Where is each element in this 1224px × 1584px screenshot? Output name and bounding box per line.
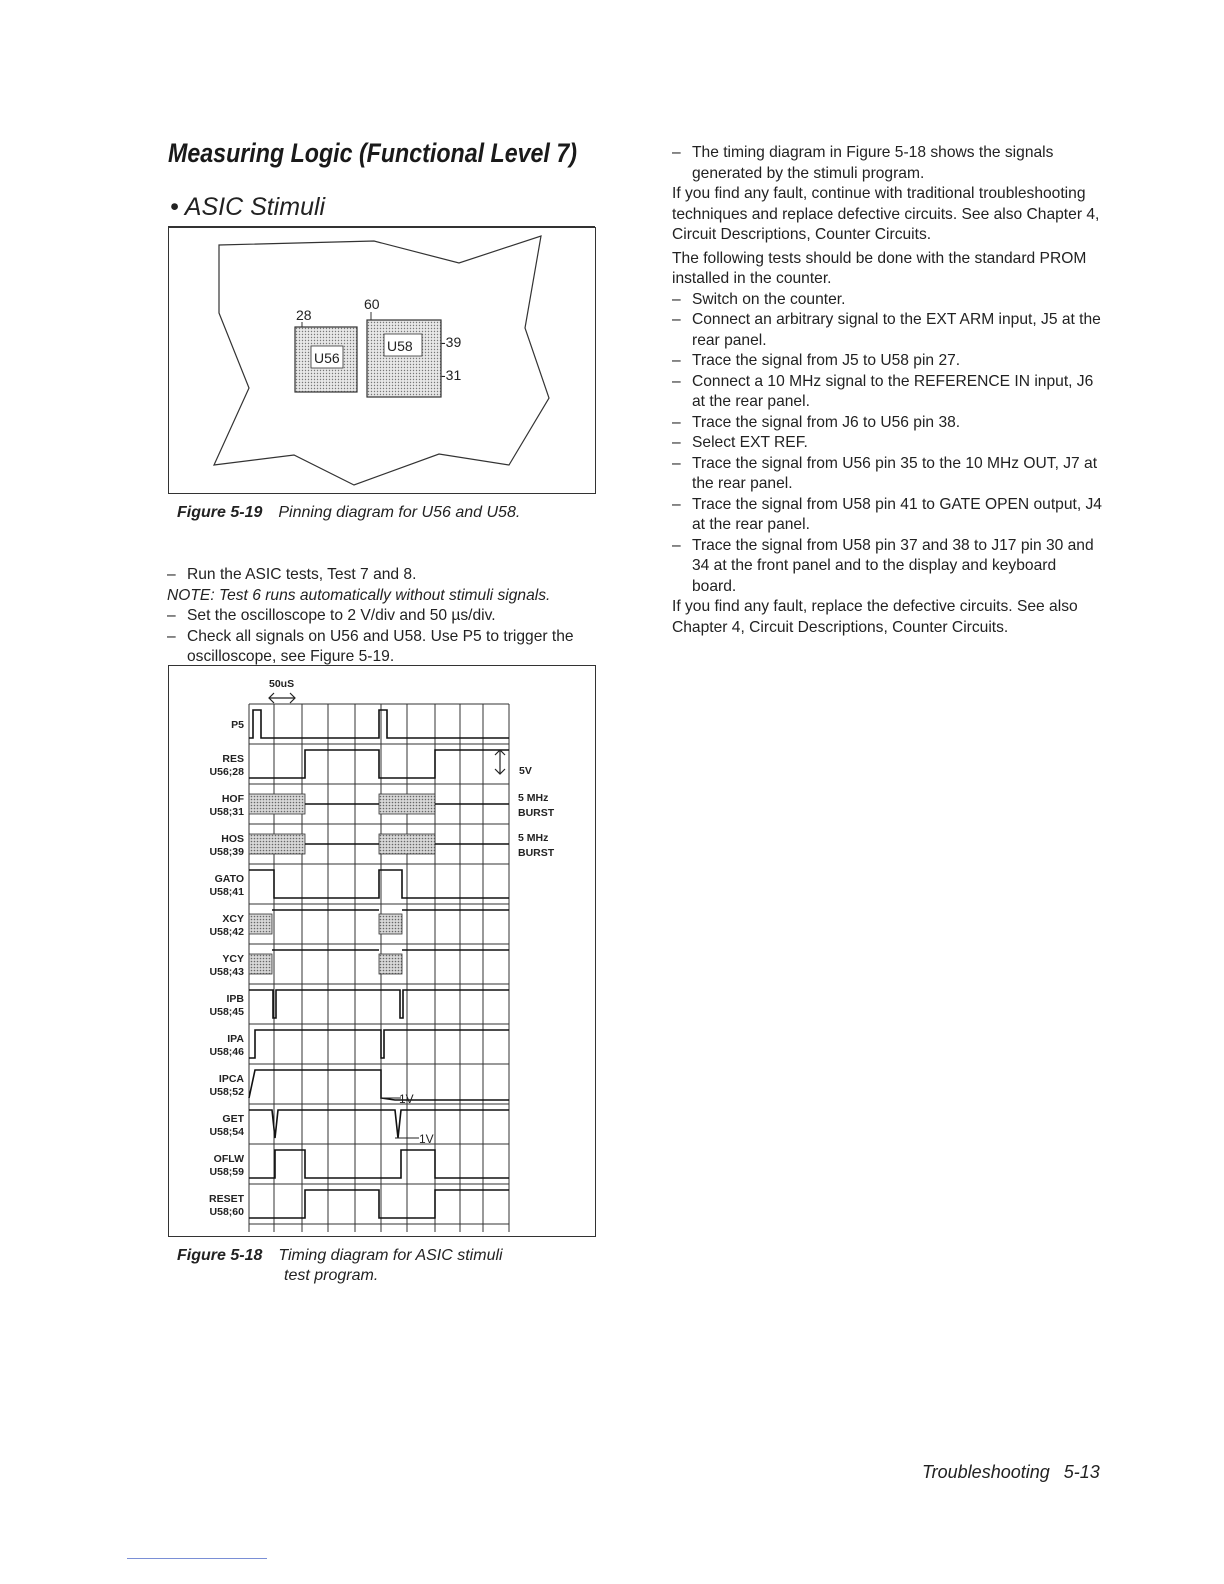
figure-18-text-1: Timing diagram for ASIC stimuli: [278, 1247, 503, 1264]
chip-u56-label: U56: [314, 350, 340, 366]
5v-arrow-icon: [495, 750, 505, 774]
list-item: – Run the ASIC tests, Test 7 and 8.: [167, 566, 417, 583]
annotation-burst-1: BURST: [518, 807, 555, 819]
paragraph: If you find any fault, continue with traditional troubleshooting techniques and replace defective circuits. See also Chapter 4, Circuit Descriptions, Counter Circuits.: [672, 185, 1100, 243]
annotation-5v: 5V: [519, 765, 532, 777]
bottom-rule: [127, 1558, 267, 1559]
test-note: NOTE: Test 6 runs automatically without stimuli signals.: [167, 586, 551, 604]
pinning-diagram: [168, 227, 596, 494]
signal-name: IPCA: [218, 1073, 244, 1085]
figure-19-number: Figure 5-19: [177, 504, 263, 521]
list-item: – Set the oscilloscope to 2 V/div and 50 µs/div.: [167, 607, 496, 624]
signal-pin: U58;31: [209, 806, 244, 818]
signal-name: HOS: [221, 833, 244, 845]
list-item: – Connect an arbitrary signal to the EXT ARM input, J5 at the rear panel.: [672, 311, 1101, 349]
figure-19-text: Pinning diagram for U56 and U58.: [278, 504, 521, 521]
pin-39: -39: [441, 334, 462, 350]
annotation-1v-b: 1V: [419, 1132, 434, 1146]
signal-name: OFLW: [213, 1153, 244, 1165]
signal-name: IPA: [227, 1033, 244, 1045]
scale-arrow-icon: [269, 693, 295, 703]
list-item: – Trace the signal from J6 to U56 pin 38.: [672, 413, 961, 431]
signal-name: RES: [222, 753, 244, 765]
list-item: – Switch on the counter.: [672, 290, 846, 308]
pin-28: 28: [296, 307, 312, 323]
chip-u58: [367, 320, 441, 397]
section-title: Measuring Logic (Functional Level 7): [168, 138, 577, 168]
list-item: – Trace the signal from U56 pin 35 to the 10 MHz OUT, J7 at the rear panel.: [672, 454, 1098, 492]
signal-name: HOF: [221, 793, 244, 805]
signal-pin: U58;43: [209, 966, 244, 978]
pin-31: -31: [441, 367, 462, 383]
right-instructions: [672, 143, 1104, 638]
signal-name: IPB: [226, 993, 244, 1005]
annotation-burst-2: BURST: [518, 847, 555, 859]
signal-name: GATO: [214, 873, 244, 885]
list-item: – Trace the signal from J5 to U58 pin 27.: [672, 352, 961, 369]
annotation-5mhz-1: 5 MHz: [518, 792, 549, 804]
signal-name: XCY: [222, 913, 244, 925]
signal-pin: U58;59: [209, 1166, 244, 1178]
signal-pin: U56;28: [209, 766, 244, 778]
annotation-1v-a: 1V: [399, 1092, 414, 1106]
timing-diagram: [168, 665, 596, 1237]
paragraph: The following tests should be done with the standard PROM installed in the counter.: [672, 249, 1087, 287]
signal-pin: U58;45: [209, 1006, 244, 1018]
list-item: – Trace the signal from U58 pin 37 and 38 to J17 pin 30 and 34 at the front panel and to the display and keyboard board.: [672, 536, 1094, 595]
figure-18-caption-2: test program.: [284, 1267, 379, 1284]
chip-u58-label: U58: [387, 338, 413, 354]
subsection-title: • ASIC Stimuli: [170, 193, 326, 221]
paragraph: If you find any fault, replace the defective circuits. See also Chapter 4, Circuit Descriptions, Counter Circuits.: [672, 598, 1078, 636]
page-footer: [922, 1462, 1100, 1483]
list-item: – The timing diagram in Figure 5-18 shows the signals generated by the stimuli program.: [672, 144, 1054, 182]
figure-18-caption: [177, 1247, 503, 1265]
signal-pin: U58;39: [209, 846, 244, 858]
signal-pin: U58;46: [209, 1046, 244, 1058]
signal-pin: U58;52: [209, 1086, 244, 1098]
signal-pin: U58;42: [209, 926, 244, 938]
list-item: – Trace the signal from U58 pin 41 to GATE OPEN output, J4 at the rear panel.: [672, 495, 1102, 533]
signal-name: YCY: [222, 953, 244, 965]
signal-pin: U58;60: [209, 1206, 244, 1218]
left-instructions: [167, 565, 597, 668]
list-item: – Check all signals on U56 and U58. Use P5 to trigger the oscilloscope, see Figure 5-19.: [167, 627, 574, 665]
signal-name: GET: [222, 1113, 244, 1125]
signal-pin: U58;54: [209, 1126, 244, 1138]
scale-label: 50uS: [269, 678, 295, 690]
signal-pin: U58;41: [209, 886, 244, 898]
pin-60: 60: [364, 296, 380, 312]
figure-18-number: Figure 5-18: [177, 1247, 263, 1264]
figure-19-caption: [177, 504, 520, 522]
footer-section: Troubleshooting: [922, 1462, 1050, 1482]
signal-name: P5: [231, 719, 244, 731]
page-number: 5-13: [1063, 1462, 1100, 1482]
list-item: – Connect a 10 MHz signal to the REFERENCE IN input, J6 at the rear panel.: [672, 372, 1094, 410]
signal-name: RESET: [208, 1193, 244, 1205]
annotation-5mhz-2: 5 MHz: [518, 832, 549, 844]
list-item: – Select EXT REF.: [672, 434, 808, 451]
